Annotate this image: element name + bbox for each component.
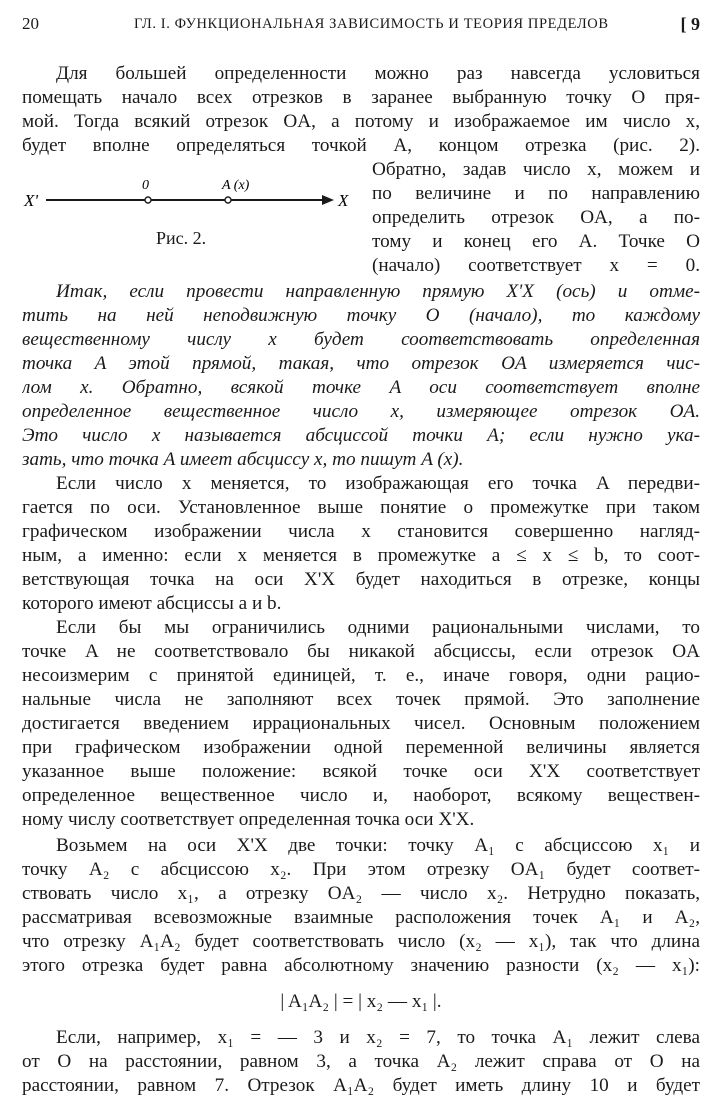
text-line: этого отрезка будет равна абсолютному значению разности (x₂ — x₁): [22, 955, 700, 976]
text-line: Для большей определенности можно раз навсегда условиться [56, 63, 700, 84]
chapter-title: ГЛ. I. ФУНКЦИОНАЛЬНАЯ ЗАВИСИМОСТЬ И ТЕОРИЯ ПРЕДЕЛОВ [134, 16, 609, 32]
display-formula: | A₁A₂ | = | x₂ — x₁ |. [280, 991, 442, 1012]
text-line: ветствующая точка на оси X'X будет находиться в отрезке, концы [22, 569, 700, 590]
text-line: ному числу соответствует определенная точка оси X'X. [22, 809, 475, 830]
text-line: Итак, если провести направленную прямую X'X (ось) и отме- [56, 281, 700, 302]
text-line: точка A этой прямой, такая, что отрезок OA измеряется чис- [22, 353, 700, 374]
text-line: графическом изображении числа x становится совершенно нагляд- [22, 521, 700, 542]
text-line: что отрезку A₁A₂ будет соответствовать число (x₂ — x₁), так что длина [22, 931, 700, 952]
text-line: указанное выше положение: всякой точке оси X'X соответствует [22, 761, 700, 782]
origin-point [145, 197, 151, 203]
label-x: X [338, 191, 349, 210]
page-number: 20 [22, 14, 39, 33]
axis-arrowhead [322, 195, 334, 205]
text-line: Возьмем на оси X'X две точки: точку A₁ с абсциссою x₁ и [56, 835, 700, 856]
text-line: ным, а именно: если x меняется в промежутке a ≤ x ≤ b, то соот- [22, 545, 700, 566]
text-line: Обратно, задав число x, можем и [372, 159, 700, 180]
text-line: расстоянии, равном 7. Отрезок A₁A₂ будет иметь длину 10 и будет [22, 1075, 700, 1096]
text-line: ствовать число x₁, а отрезку OA₂ — число x₂. Нетрудно показать, [22, 883, 700, 904]
text-line: нальные числа не заполняют всех точек прямой. Это заполнение [22, 689, 700, 710]
text-line: Это число x называется абсциссой точки A; если нужно ука- [22, 425, 700, 446]
text-line: достигается введением иррациональных чисел. Основным положением [22, 713, 700, 734]
text-line: при графическом изображении одной переменной величины является [22, 737, 700, 758]
text-line: (начало) соответствует x = 0. [372, 255, 700, 276]
running-header [22, 14, 700, 42]
section-number: [ 9 [680, 14, 700, 34]
text-line: точку A₂ с абсциссою x₂. При этом отрезку OA₁ будет соответ- [22, 859, 700, 880]
text-line: тить на ней неподвижную точку O (начало), то каждому [22, 305, 700, 326]
text-line: Если бы мы ограничились одними рациональными числами, то [56, 617, 700, 638]
text-line: определенное вещественное число x, измеряющее отрезок OA. [22, 401, 700, 422]
number-line-diagram [22, 172, 362, 232]
text-line: Если, например, x₁ = — 3 и x₂ = 7, то точка A₁ лежит слева [56, 1027, 700, 1048]
text-line: помещать начало всех отрезков в заранее выбранную точку O пря- [22, 87, 700, 108]
text-line: по величине и по направлению [372, 183, 700, 204]
text-line: определить отрезок OA, а по- [372, 207, 700, 228]
text-line: будет вполне определяться точкой A, концом отрезка (рис. 2). [22, 135, 700, 156]
figure-caption: Рис. 2. [156, 228, 207, 248]
text-line: зать, что точка A имеет абсциссу x, то пишут A (x). [22, 449, 464, 470]
label-point-a: A (x) [222, 178, 250, 193]
text-line: которого имеют абсциссы a и b. [22, 593, 282, 614]
text-line: лом x. Обратно, всякой точке A оси соответствует вполне [22, 377, 700, 398]
figure-number-line [22, 172, 362, 262]
text-line: несоизмерим с принятой единицей, т. е., иначе говоря, одни рацио- [22, 665, 700, 686]
text-line: вещественному числу x будет соответствовать определенная [22, 329, 700, 350]
text-line: рассматривая всевозможные взаимные расположения точек A₁ и A₂, [22, 907, 700, 928]
text-line: тому и конец его A. Точке O [372, 231, 700, 252]
label-x-prime: X' [24, 191, 39, 210]
text-line: определенное вещественное число и, наоборот, всякому веществен- [22, 785, 700, 806]
text-line: точке A не соответствовало бы никакой абсциссы, если отрезок OA [22, 641, 700, 662]
label-origin: 0 [142, 178, 149, 193]
text-line: Если число x меняется, то изображающая его точка A передви- [56, 473, 700, 494]
text-line: мой. Тогда всякий отрезок OA, а потому и изображаемое им число x, [22, 111, 700, 132]
text-line: гается по оси. Установленное выше понятие о промежутке при таком [22, 497, 700, 518]
point-a [225, 197, 231, 203]
text-line: от O на расстоянии, равном 3, а точка A₂ лежит справа от O на [22, 1051, 700, 1072]
